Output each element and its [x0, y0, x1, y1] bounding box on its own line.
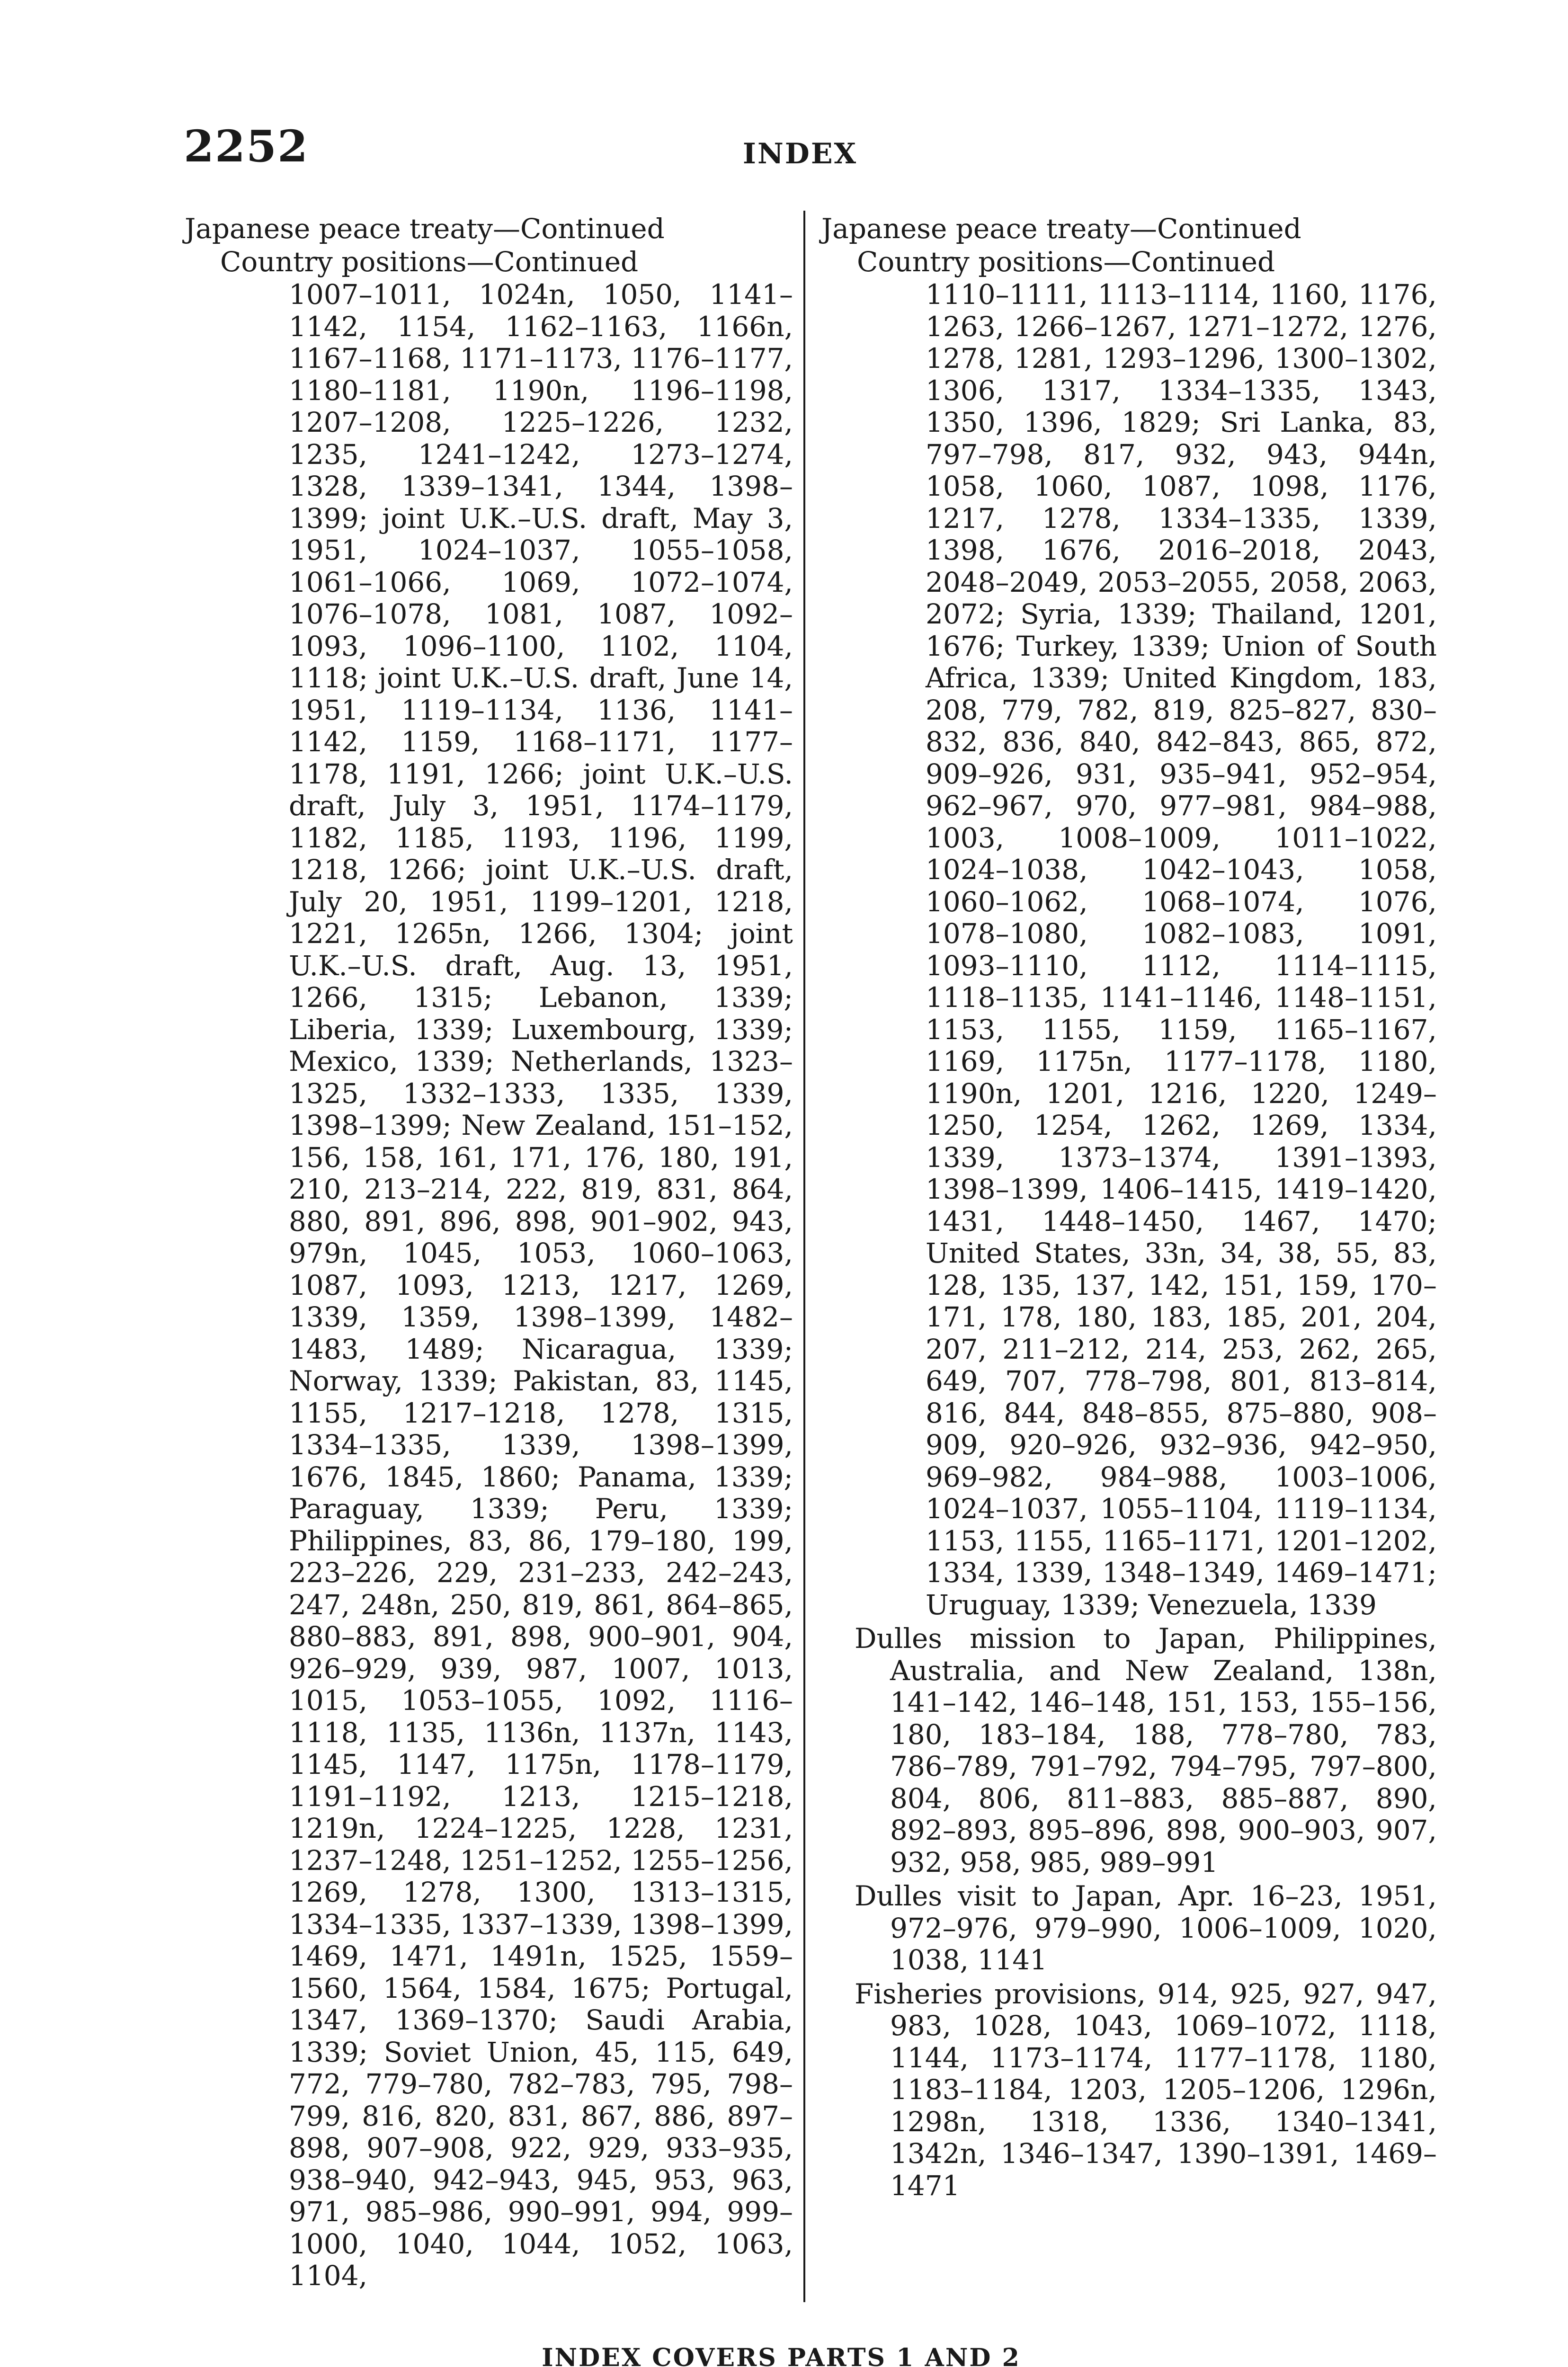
left-column — [185, 213, 793, 2292]
right-column — [821, 213, 1437, 2202]
column-divider — [803, 211, 805, 2302]
entry-heading: Japanese peace treaty—Continued — [185, 213, 665, 245]
page-number: 2252 — [184, 121, 309, 172]
entry-subheading: Country positions—Continued — [220, 245, 639, 278]
running-head: INDEX — [742, 137, 858, 170]
entry-subheading: Country positions—Continued — [857, 245, 1275, 278]
index-subentry: Dulles visit to Japan, Apr. 16–23, 1951, 972–976, 979–990, 1006–1009, 1020, 1038, 1141 — [855, 1880, 1437, 1976]
entry-heading: Japanese peace treaty—Continued — [821, 213, 1301, 245]
locator-text: 1110–1111, 1113–1114, 1160, 1176, 1263, 1266–1267, 1271–1272, 1276, 1278, 1281, 1293–1296, 1300–1302, 1306, 1317, 1334–1335, 1343, 1350, 1396, 1829; Sri Lanka, 83, 797–798, 817, 932, 943, 944n, 1058, 1060, 1087, 1098, 1176, 1217, 1278, 1334–1335, 1339, 1398, 1676, 2016–2018, 2043, 2048–2049, 2053–2055, 2058, 2063, 2072; Syria, 1339; Thailand, 1201, 1676; Turkey, 1339; Union of South Africa, 1339; United Kingdom, 183, 208, 779, 782, 819, 825–827, 830–832, 836, 840, 842–843, 865, 872, 909–926, 931, 935–941, 952–954, 962–967, 970, 977–981, 984–988, 1003, 1008–1009, 1011–1022, 1024–1038, 1042–1043, 1058, 1060–1062, 1068–1074, 1076, 1078–1080, 1082–1083, 1091, 1093–1110, 1112, 1114–1115, 1118–1135, 1141–1146, 1148–1151, 1153, 1155, 1159, 1165–1167, 1169, 1175n, 1177–1178, 1180, 1190n, 1201, 1216, 1220, 1249–1250, 1254, 1262, 1269, 1334, 1339, 1373–1374, 1391–1393, 1398–1399, 1406–1415, 1419–1420, 1431, 1448–1450, 1467, 1470; United States, 33n, 34, 38, 55, 83, 128, 135, 137, 142, 151, 159, 170–171, 178, 180, 183, 185, 201, 204, 207, 211–212, 214, 253, 262, 265, 649, 707, 778–798, 801, 813–814, 816, 844, 848–855, 875–880, 908–909, 920–926, 932–936, 942–950, 969–982, 984–988, 1003–1006, 1024–1037, 1055–1104, 1119–1134, 1153, 1155, 1165–1171, 1201–1202, 1334, 1339, 1348–1349, 1469–1471; Uruguay, 1339; Venezuela, 1339 — [926, 278, 1437, 1621]
index-subentry: Dulles mission to Japan, Philippines, Australia, and New Zealand, 138n, 141–142, 146–148, 151, 153, 155–156, 180, 183–184, 188, 778–780, 783, 786–789, 791–792, 794–795, 797–800, 804, 806, 811–883, 885–887, 890, 892–893, 895–896, 898, 900–903, 907, 932, 958, 985, 989–991 — [855, 1622, 1437, 1878]
page-footer: INDEX COVERS PARTS 1 AND 2 — [542, 2343, 1021, 2367]
index-subentry: Fisheries provisions, 914, 925, 927, 947, 983, 1028, 1043, 1069–1072, 1118, 1144, 1173–1174, 1177–1178, 1180, 1183–1184, 1203, 1205–1206, 1296n, 1298n, 1318, 1336, 1340–1341, 1342n, 1346–1347, 1390–1391, 1469–1471 — [855, 1977, 1437, 2202]
locator-text: 1007–1011, 1024n, 1050, 1141–1142, 1154, 1162–1163, 1166n, 1167–1168, 1171–1173, 1176–1177, 1180–1181, 1190n, 1196–1198, 1207–1208, 1225–1226, 1232, 1235, 1241–1242, 1273–1274, 1328, 1339–1341, 1344, 1398–1399; joint U.K.–U.S. draft, May 3, 1951, 1024–1037, 1055–1058, 1061–1066, 1069, 1072–1074, 1076–1078, 1081, 1087, 1092–1093, 1096–1100, 1102, 1104, 1118; joint U.K.–U.S. draft, June 14, 1951, 1119–1134, 1136, 1141–1142, 1159, 1168–1171, 1177–1178, 1191, 1266; joint U.K.–U.S. draft, July 3, 1951, 1174–1179, 1182, 1185, 1193, 1196, 1199, 1218, 1266; joint U.K.–U.S. draft, July 20, 1951, 1199–1201, 1218, 1221, 1265n, 1266, 1304; joint U.K.–U.S. draft, Aug. 13, 1951, 1266, 1315; Lebanon, 1339; Liberia, 1339; Luxembourg, 1339; Mexico, 1339; Netherlands, 1323–1325, 1332–1333, 1335, 1339, 1398–1399; New Zealand, 151–152, 156, 158, 161, 171, 176, 180, 191, 210, 213–214, 222, 819, 831, 864, 880, 891, 896, 898, 901–902, 943, 979n, 1045, 1053, 1060–1063, 1087, 1093, 1213, 1217, 1269, 1339, 1359, 1398–1399, 1482–1483, 1489; Nicaragua, 1339; Norway, 1339; Pakistan, 83, 1145, 1155, 1217–1218, 1278, 1315, 1334–1335, 1339, 1398–1399, 1676, 1845, 1860; Panama, 1339; Paraguay, 1339; Peru, 1339; Philippines, 83, 86, 179–180, 199, 223–226, 229, 231–233, 242–243, 247, 248n, 250, 819, 861, 864–865, 880–883, 891, 898, 900–901, 904, 926–929, 939, 987, 1007, 1013, 1015, 1053–1055, 1092, 1116–1118, 1135, 1136n, 1137n, 1143, 1145, 1147, 1175n, 1178–1179, 1191–1192, 1213, 1215–1218, 1219n, 1224–1225, 1228, 1231, 1237–1248, 1251–1252, 1255–1256, 1269, 1278, 1300, 1313–1315, 1334–1335, 1337–1339, 1398–1399, 1469, 1471, 1491n, 1525, 1559–1560, 1564, 1584, 1675; Portugal, 1347, 1369–1370; Saudi Arabia, 1339; Soviet Union, 45, 115, 649, 772, 779–780, 782–783, 795, 798–799, 816, 820, 831, 867, 886, 897–898, 907–908, 922, 929, 933–935, 938–940, 942–943, 945, 953, 963, 971, 985–986, 990–991, 994, 999–1000, 1040, 1044, 1052, 1063, 1104, — [289, 278, 793, 2292]
